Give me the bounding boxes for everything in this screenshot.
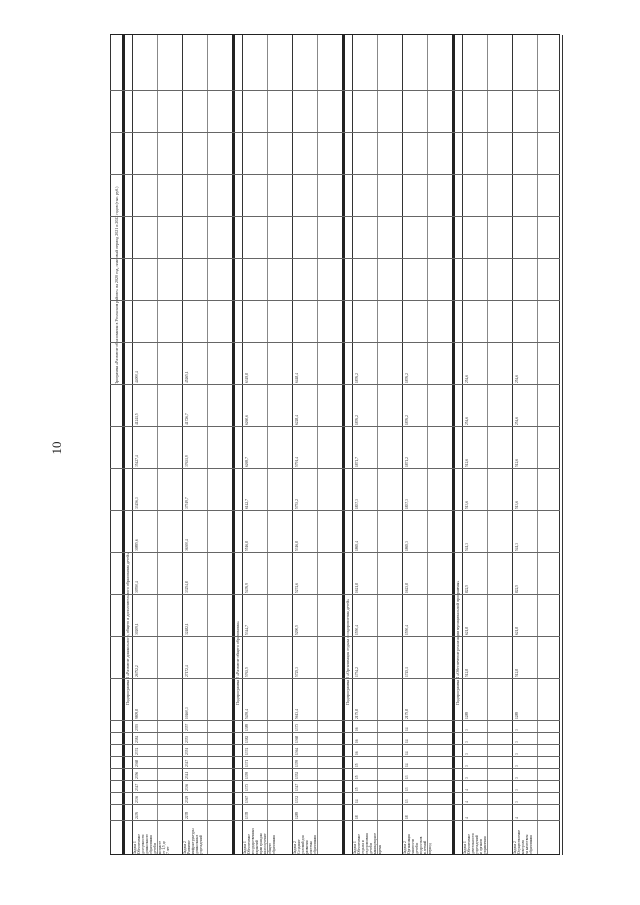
section-title: Подпрограмма 1 «Развитие дошкольного, общего и дополнительного образования детей»	[125, 552, 130, 705]
table-cell: 2278	[185, 811, 189, 819]
table-cell: 5290,5	[295, 625, 299, 635]
column-line	[110, 792, 560, 793]
table-cell: 512,6	[515, 458, 519, 467]
table-cell: 16	[355, 751, 359, 755]
table-cell: 541,3	[465, 542, 469, 551]
table-cell: 3	[465, 753, 469, 755]
column-line	[110, 342, 560, 343]
table-cell: 5476,9	[245, 583, 249, 593]
column-line	[110, 258, 560, 259]
column-line	[110, 510, 560, 511]
table-cell: 1364	[295, 747, 299, 755]
table-cell: 1352	[295, 771, 299, 779]
row-label: Задача 1 Обеспечение отдыха и оздоровления детей в каникулярное время	[353, 832, 382, 854]
table-cell: 37631,9	[185, 455, 189, 467]
table-cell: 18	[355, 815, 359, 819]
table-cell: 3	[515, 789, 519, 791]
column-line	[110, 780, 560, 781]
table-cell: 2374	[135, 747, 139, 755]
row-label: Задача 2 Осуществление контроля за качеством образования	[513, 829, 534, 854]
table-cell: 2336	[135, 795, 139, 803]
table-cell: 4	[465, 801, 469, 803]
table-cell: 4	[465, 817, 469, 819]
table-cell: 32482,1	[185, 623, 189, 635]
column-line	[110, 636, 560, 637]
table-cell: 1837,3	[405, 499, 409, 509]
table-cell: 1837,3	[355, 499, 359, 509]
table-cell: 2351	[185, 747, 189, 755]
table-cell: 1876,2	[405, 415, 409, 425]
table-cell: 513,6	[515, 500, 519, 509]
table-cell: 1382	[245, 735, 249, 743]
section-title: Подпрограмма 3 «Организация отдыха и оздоровления детей»	[345, 598, 350, 705]
table-cell: 1289	[465, 711, 469, 719]
table-cell: 37519,7	[185, 497, 189, 509]
column-line	[110, 34, 560, 35]
section-title: Подпрограмма 2 «Развитие общего образования»	[235, 621, 240, 705]
table-cell: 5613,4	[295, 709, 299, 719]
table-cell: 1289	[515, 711, 519, 719]
column-line	[110, 300, 560, 301]
table-cell: 30895,6	[135, 539, 139, 551]
table-cell: 2341	[185, 771, 189, 779]
table-cell: 3	[465, 729, 469, 731]
table-cell: 1359	[295, 759, 299, 767]
table-cell: 14	[405, 739, 409, 743]
table-cell: 14	[355, 799, 359, 803]
table-cell: 512,8	[465, 668, 469, 677]
table-cell: 2336	[185, 783, 189, 791]
table-cell: 3	[515, 765, 519, 767]
table-cell: 33254,8	[185, 581, 189, 593]
table-cell: 2347	[135, 783, 139, 791]
table-cell: 3	[465, 765, 469, 767]
table-cell: 1871,2	[405, 457, 409, 467]
table-cell: 2353	[185, 735, 189, 743]
column-line	[110, 720, 560, 721]
table-cell: 15	[355, 763, 359, 767]
table-cell: 822,5	[515, 584, 519, 593]
row-label: Задача 2 Развитие инфраструктуры дошкольных учреждений	[183, 828, 204, 854]
table-cell: 1550,4	[405, 625, 409, 635]
table-cell: 6260,6	[245, 415, 249, 425]
table-cell: 1550,4	[355, 625, 359, 635]
column-line	[110, 594, 560, 595]
table-cell: 5753,2	[295, 499, 299, 509]
table-cell: 1378	[245, 811, 249, 819]
table-cell: 5459,4	[245, 709, 249, 719]
table-cell: 1621,8	[355, 583, 359, 593]
table-cell: 3	[515, 753, 519, 755]
column-line	[110, 216, 560, 217]
table-cell: 1754,2	[355, 667, 359, 677]
table-cell: 1368	[295, 735, 299, 743]
table-cell: 45265,1	[185, 371, 189, 383]
column-line	[110, 132, 560, 133]
table-cell: 1373	[245, 783, 249, 791]
page-number: 10	[49, 441, 64, 455]
table-cell: 14	[405, 751, 409, 755]
table-cell: 2347	[185, 759, 189, 767]
table-cell: 512,6	[465, 458, 469, 467]
table-cell: 3	[465, 777, 469, 779]
table-cell: 3	[515, 801, 519, 803]
table-cell: 254,6	[515, 374, 519, 383]
table-cell: 3	[515, 729, 519, 731]
row-label: Задача 2 Организация занятости детей и подростков в летний период	[403, 834, 432, 854]
column-line	[110, 174, 560, 175]
table-cell: 2329	[185, 795, 189, 803]
table-cell: 41241,5	[135, 413, 139, 425]
table-cell: 1371	[245, 759, 249, 767]
table-cell: 513,6	[465, 500, 469, 509]
table-cell: 26752,2	[135, 665, 139, 677]
table-cell: 3	[515, 741, 519, 743]
table-cell: 18	[405, 815, 409, 819]
data-table	[110, 35, 560, 855]
table-cell: 621,8	[515, 626, 519, 635]
table-cell: 1623,8	[405, 583, 409, 593]
table-cell: 1374	[245, 747, 249, 755]
table-cell: 1876,2	[355, 415, 359, 425]
table-cell: 621,8	[465, 626, 469, 635]
table-cell: 1865,3	[405, 541, 409, 551]
column-line	[110, 804, 560, 805]
column-line	[110, 756, 560, 757]
table-cell: 3	[465, 741, 469, 743]
table-cell: 1367	[245, 795, 249, 803]
table-cell: 30209,1	[135, 623, 139, 635]
table-cell: 36300,4	[185, 539, 189, 551]
table-cell: 254,6	[465, 416, 469, 425]
column-line	[110, 854, 560, 855]
table-cell: 10460,3	[185, 707, 189, 719]
table-cell: 1745,1	[405, 667, 409, 677]
table-cell: 15	[355, 775, 359, 779]
table-cell: 1876,2	[355, 373, 359, 383]
table-cell: 6448,4	[295, 373, 299, 383]
column-line	[110, 552, 560, 553]
table-cell: 35427,4	[135, 455, 139, 467]
table-cell: 9809,8	[135, 709, 139, 719]
table-cell: 1347	[295, 783, 299, 791]
column-line	[110, 732, 560, 733]
table-cell: 512,8	[515, 668, 519, 677]
column-line	[110, 768, 560, 769]
column-line	[110, 426, 560, 427]
table-cell: 14	[405, 763, 409, 767]
table-cell: 4	[465, 789, 469, 791]
table-cell: 2175,8	[355, 709, 359, 719]
table-cell: 1359	[245, 771, 249, 779]
table-cell: 254,6	[465, 374, 469, 383]
table-cell: 5316,8	[295, 541, 299, 551]
table-cell: 2393	[135, 723, 139, 731]
table-cell: 27172,4	[185, 665, 189, 677]
table-cell: 5274,6	[295, 583, 299, 593]
table-cell: 541,3	[515, 542, 519, 551]
section-title: Подпрограмма 4 «Обеспечение реализации муниципальной программы»	[455, 580, 460, 705]
table-cell: 13	[405, 799, 409, 803]
table-cell: 2384	[135, 735, 139, 743]
table-cell: 2175,8	[405, 709, 409, 719]
table-cell: 1876,2	[405, 373, 409, 383]
table-cell: 5791,4	[295, 457, 299, 467]
table-cell: 6142,7	[245, 499, 249, 509]
table-cell: 254,6	[515, 416, 519, 425]
table-header-text: Программа «Развитие образования в Усольском районе» на 2020 год, плановый период 2021 и 2022 годов (тыс. руб.)	[114, 186, 119, 385]
column-line	[110, 744, 560, 745]
row-line	[562, 35, 563, 855]
column-line	[110, 468, 560, 469]
table-cell: 1871,7	[355, 457, 359, 467]
table-cell: 44000,4	[135, 371, 139, 383]
table-cell: 822,5	[465, 584, 469, 593]
table-cell: 6349,8	[245, 373, 249, 383]
table-cell: 5763,5	[245, 667, 249, 677]
table-cell: 5344,7	[245, 625, 249, 635]
table-cell: 13	[405, 787, 409, 791]
table-cell: 5725,3	[295, 667, 299, 677]
row-label: Задача 1 Обеспечение доступности дошкольного образования детей в возрасте от 1,5 до 7 лет	[133, 833, 170, 854]
table-cell: 2476	[135, 811, 139, 819]
table-cell: 6269,7	[245, 457, 249, 467]
table-cell: 13	[405, 775, 409, 779]
row-label: Задача 1 Обеспечение государственных гарантий прав граждан на получение общего образования	[243, 827, 276, 854]
table-cell: 1332	[295, 795, 299, 803]
table-cell: 41726,7	[185, 413, 189, 425]
table-cell: 30550,4	[135, 581, 139, 593]
table-cell: 14	[405, 727, 409, 731]
row-label: Задача 2 Создание условий для развития системы образования	[293, 835, 318, 854]
column-line	[110, 90, 560, 91]
row-label: Задача 1 Обеспечение деятельности учреждений и органов управления	[463, 833, 488, 854]
table-cell: 4	[515, 817, 519, 819]
table-cell: 3	[515, 777, 519, 779]
table-cell: 1373	[295, 723, 299, 731]
column-line	[110, 384, 560, 385]
table-cell: 16	[355, 739, 359, 743]
table-cell: 2356	[135, 771, 139, 779]
table-cell: 2357	[185, 723, 189, 731]
table-cell: 33456,3	[135, 497, 139, 509]
table-cell: 6228,4	[295, 415, 299, 425]
table-cell: 1389	[245, 723, 249, 731]
column-line	[110, 678, 560, 679]
table-cell: 1865,4	[355, 541, 359, 551]
table-cell: 2368	[135, 759, 139, 767]
column-line	[110, 820, 560, 821]
table-cell: 15	[355, 787, 359, 791]
table-cell: 16	[355, 727, 359, 731]
table-cell: 5516,8	[245, 541, 249, 551]
table-cell: 1289	[295, 811, 299, 819]
